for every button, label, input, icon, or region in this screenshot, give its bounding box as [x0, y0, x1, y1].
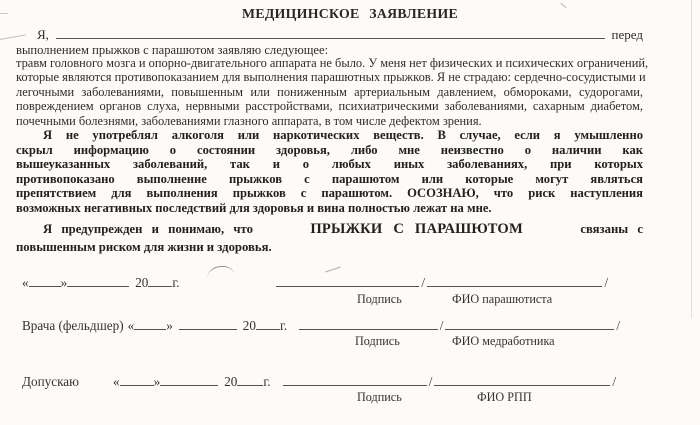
signature-row-doctor: [22, 317, 622, 334]
warning-line-2: повышенным риском для жизни и здоровья.: [16, 240, 272, 254]
para1-line: которые являются противопоказанием для выполнения парашютных прыжков. Я не страдаю: сердечно-сосудистыми и: [16, 70, 646, 85]
year-suffix: г.: [172, 275, 180, 290]
slash-separator: /: [612, 374, 616, 389]
warning-line-1: [16, 221, 643, 237]
para2-line: вышеуказанных заболеваний, так и о любых иных заболеваниях, при которых: [16, 157, 643, 172]
paragraph-medical-history: [16, 56, 649, 128]
signature-blank-line: [283, 373, 427, 386]
para1-line: почечными болезнями, заболеваниями глазного аппарата, в том числе дефектом зрения.: [16, 113, 482, 128]
year-prefix: 20: [224, 374, 238, 389]
slash-separator: /: [616, 318, 620, 333]
signature-blank-line: [299, 317, 438, 330]
date-month-blank: [67, 274, 129, 287]
para2-line: противопоказано выполнение прыжков с парашютом или которые могут являться: [16, 171, 643, 186]
date-day-blank: [120, 373, 154, 386]
paragraph-disclaimer: [16, 128, 643, 216]
intro-after-blank: перед: [611, 27, 643, 42]
slash-separator: /: [428, 374, 433, 389]
caption-signature: Подпись: [357, 292, 402, 306]
para2-line: возможных негативных последствий для здоровья и вина полностью лежат на мне.: [16, 200, 492, 215]
quote-open: «: [127, 318, 135, 333]
date-year-blank: [148, 274, 172, 287]
signature-blank-line: [276, 274, 420, 287]
intro-pronoun: Я,: [37, 27, 49, 42]
date-month-blank: [160, 373, 218, 386]
row-label-admission: Допускаю: [22, 374, 80, 389]
date-day-blank: [134, 317, 166, 330]
date-day-blank: [29, 274, 61, 287]
quote-close: »: [60, 275, 68, 290]
caption-name-rpp: ФИО РПП: [477, 390, 532, 404]
name-blank-line: [427, 274, 602, 287]
para1-line: травм головного мозга и опорно-двигательного аппарата не было. У меня нет физических и психических ограничений,: [16, 56, 649, 70]
quote-open: «: [22, 275, 29, 290]
name-blank-line: [434, 373, 610, 386]
intro-declarant-line: [16, 26, 643, 43]
warning-suffix: связаны с: [580, 222, 643, 236]
para1-line: легочными заболеваниями, повышенным или пониженным артериальным давлением, обмороками, судорогами,: [16, 84, 643, 99]
slash-separator: /: [439, 318, 444, 333]
caption-name-parachutist: ФИО парашютиста: [452, 292, 553, 306]
quote-close: »: [153, 374, 161, 389]
para2-line: скрыл информацию о состоянии здоровья, либо мне неизвестно о наличии как: [16, 142, 643, 157]
caption-signature: Подпись: [357, 390, 402, 404]
caption-name-doctor: ФИО медработника: [452, 334, 555, 348]
intro-statement-line: выполнением прыжков с парашютом заявляю следующее:: [16, 43, 329, 57]
document-title: МЕДИЦИНСКОЕ ЗАЯВЛЕНИЕ: [242, 6, 458, 21]
para1-line: повреждением органов слуха, нервными расстройствами, психиатрическими заболеваниями, сахарным диабетом,: [16, 99, 643, 114]
scan-artifact-pen-mark: [325, 267, 341, 273]
declarant-name-blank: [56, 26, 605, 39]
signature-row-admission: [22, 373, 618, 390]
quote-open: «: [113, 374, 120, 389]
name-blank-line: [445, 317, 614, 330]
para2-line: Я не употреблял алкоголя или наркотических веществ. В случае, если я умышленно: [43, 128, 643, 142]
warning-prefix: Я предупрежден и понимаю, что: [43, 222, 253, 236]
year-prefix: 20: [135, 275, 149, 290]
slash-separator: /: [421, 275, 425, 290]
emphasis-parachute-jumps: ПРЫЖКИ С ПАРАШЮТОМ: [310, 221, 523, 237]
scan-artifact-edge-line: [691, 0, 692, 318]
caption-signature: Подпись: [355, 334, 400, 348]
para2-line: препятствием для выполнения прыжков с парашютом. ОСОЗНАЮ, что риск наступления: [16, 186, 643, 201]
year-prefix: 20: [242, 318, 256, 333]
date-year-blank: [237, 373, 263, 386]
year-suffix: г.: [263, 374, 271, 389]
date-month-blank: [179, 317, 237, 330]
quote-close: »: [166, 318, 173, 333]
date-year-blank: [256, 317, 280, 330]
paragraph-warning: [16, 221, 643, 255]
row-label-doctor: Врача (фельдшер): [22, 318, 124, 333]
year-suffix: г.: [279, 318, 288, 333]
signature-row-parachutist: [22, 274, 610, 291]
slash-separator: /: [604, 275, 608, 290]
